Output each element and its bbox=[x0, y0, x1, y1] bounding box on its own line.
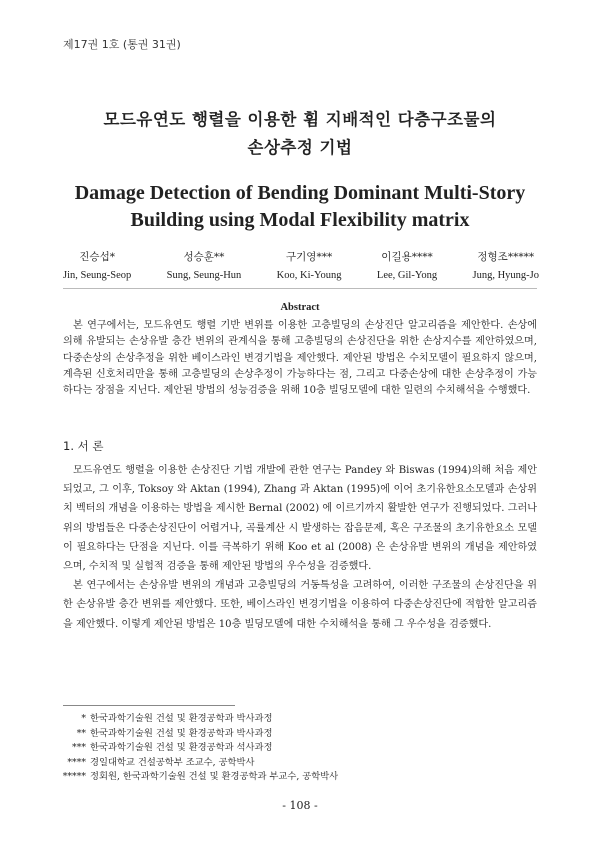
author-list bbox=[63, 249, 539, 281]
author bbox=[167, 249, 242, 281]
author-divider bbox=[63, 288, 537, 289]
author-name-en: Jin, Seung-Seop bbox=[63, 270, 132, 281]
author-name-ko: 이길용**** bbox=[381, 251, 433, 263]
footnote-mark: *** bbox=[72, 742, 86, 754]
english-title-line-1: Damage Detection of Bending Dominant Multi-Story bbox=[74, 182, 526, 204]
footnote-text: 경일대학교 건설공학부 조교수, 공학박사 bbox=[90, 756, 255, 768]
korean-title bbox=[0, 106, 600, 162]
footnote-mark: ***** bbox=[62, 771, 86, 783]
body-paragraph: 모드유연도 행렬을 이용한 손상진단 기법 개발에 관한 연구는 Pandey 와 Biswas (1994)의해 처음 제안되었고, 그 이후, Toksoy 와 Aktan (1994), Zhang 과 Aktan (1995)에 이어 초기유한요소모델과 손상위치 벡터의 개념을 이용하는 방법을 제시한 Bernal (2002) 에 이르기까지 활발한 연구가 진행되었다. 그러나 위의 방법들은 다중손상진단이 어렵거나, 곡률계산 시 발생하는 잡음문제, 혹은 구조물의 초기유한요소 모델이 필요하다는 단점을 지닌다. 이를 극복하기 위해 Koo et al (2008) 은 손상유발 변위의 개념을 제안하였으며, 수치적 및 실험적 검증을 통해 제안된 방법의 우수성을 검증했다. bbox=[63, 465, 537, 573]
footnote-text: 정회원, 한국과학기술원 건설 및 환경공학과 부교수, 공학박사 bbox=[90, 771, 339, 783]
page-number: - 108 - bbox=[282, 799, 318, 812]
footnote-mark: * bbox=[81, 713, 86, 724]
author bbox=[277, 249, 342, 281]
section-body bbox=[63, 461, 537, 634]
author bbox=[63, 249, 131, 281]
author-name-ko: 정형조***** bbox=[477, 251, 535, 263]
author-name-ko: 성승훈** bbox=[183, 251, 225, 263]
english-title-line-2: Building using Modal Flexibility matrix bbox=[130, 209, 470, 231]
footnote-mark: ** bbox=[76, 727, 86, 739]
author-name-en: Koo, Ki-Young bbox=[276, 270, 342, 281]
abstract-heading: Abstract bbox=[280, 302, 320, 313]
footnote-text: 한국과학기술원 건설 및 환경공학과 석사과정 bbox=[90, 742, 273, 754]
author bbox=[377, 249, 437, 281]
author-name-en: Lee, Gil-Yong bbox=[376, 270, 438, 281]
body-paragraph: 본 연구에서는 손상유발 변위의 개념과 고층빌딩의 거동특성을 고려하여, 이러한 구조물의 손상진단을 위한 손상유발 층간 변위를 제안했다. 또한, 베이스라인 변경기법을 이용하여 다중손상진단에 적합한 알고리즘을 제안했다. 이렇게 제안된 방법은 10층 빌딩모델에 대한 수치해석을 통해 그 우수성을 검증했다. bbox=[63, 580, 537, 630]
korean-title-line-1: 모드유연도 행렬을 이용한 휨 지배적인 다층구조물의 bbox=[103, 110, 497, 129]
author-name-en: Sung, Seung-Hun bbox=[166, 270, 242, 281]
author-name-ko: 구기영*** bbox=[286, 251, 333, 263]
footnote-divider bbox=[63, 705, 235, 706]
footnote-text: 한국과학기술원 건설 및 환경공학과 박사과정 bbox=[90, 727, 273, 739]
footnote-text: 한국과학기술원 건설 및 환경공학과 박사과정 bbox=[90, 713, 273, 724]
author bbox=[472, 249, 539, 281]
korean-title-line-2: 손상추정 기법 bbox=[247, 138, 353, 157]
journal-volume: 제17권 1호 (통권 31권) bbox=[63, 38, 181, 51]
footnote-mark: **** bbox=[67, 756, 86, 768]
abstract-text: 본 연구에서는, 모드유연도 행렬 기반 변위를 이용한 고층빌딩의 손상진단 알고리즘을 제안한다. 손상에 의해 유발되는 손상유발 층간 변위의 관계식을 통해 고층빌딩의 손상진단을 위한 손상지수를 제안하였으며, 다중손상의 손상추정을 위한 베이스라인 변경기법을 제안했다. 제안된 방법은 수치모델이 필요하지 않으며, 계측된 신호처리만을 통해 고층빌딩의 손상추정이 가능하다는 점, 그리고 다중손상에 대한 손상추정이 가능하다는 장점을 지닌다. 제안된 방법의 성능검증을 위해 10층 빌딩모델에 대한 일련의 수치해석을 수행했다. bbox=[63, 320, 537, 397]
english-title bbox=[0, 180, 600, 234]
author-name-ko: 진승섭* bbox=[79, 251, 115, 263]
author-name-en: Jung, Hyung-Jo bbox=[472, 270, 539, 281]
section-heading: 1. 서 론 bbox=[63, 439, 104, 453]
